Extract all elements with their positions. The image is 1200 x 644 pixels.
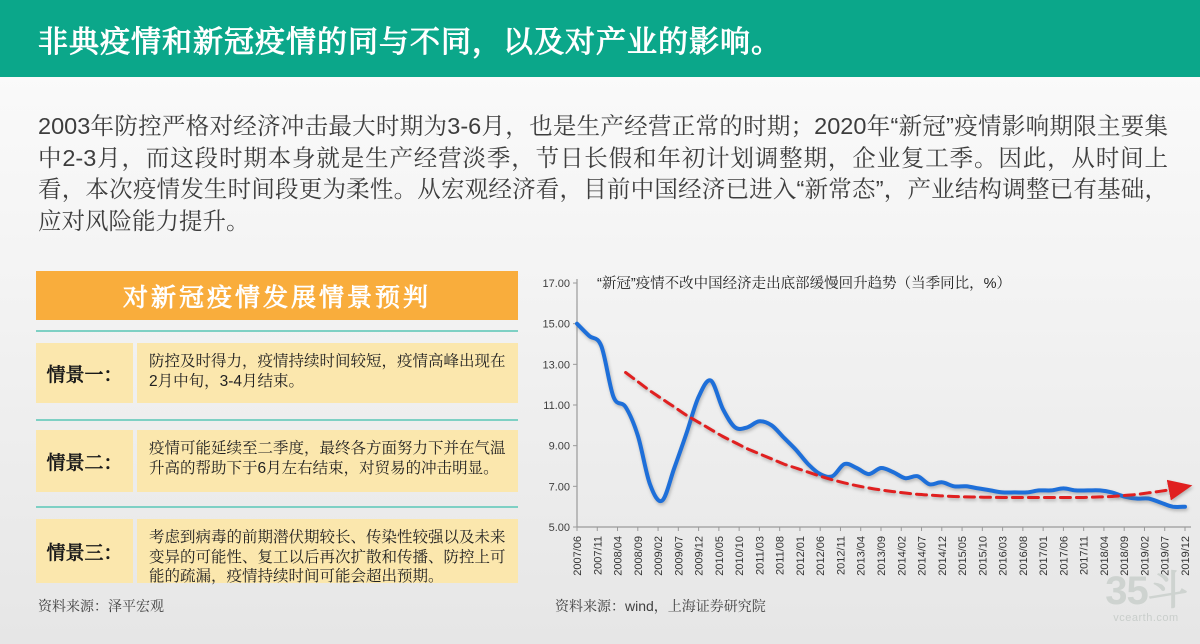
chart-canvas bbox=[540, 268, 1200, 600]
x-tick-label: 2019/07 bbox=[1159, 536, 1172, 576]
x-tick-label: 2018/09 bbox=[1119, 536, 1132, 576]
x-tick-label: 2012/01 bbox=[794, 536, 807, 576]
x-tick-label: 2016/03 bbox=[997, 536, 1010, 576]
x-tick-label: 2019/12 bbox=[1180, 536, 1192, 576]
scenario-3-text: 考虑到病毒的前期潜伏期较长、传染性较强以及未来变异的可能性、复工以后再次扩散和传播、防控上可能的疏漏，疫情持续时间可能会超出预期。 bbox=[137, 519, 518, 583]
gdp-line-chart bbox=[540, 268, 1200, 600]
watermark-domain: vcearth.com bbox=[1113, 612, 1179, 624]
x-tick-label: 2017/01 bbox=[1038, 536, 1051, 576]
panel-source-note: 资料来源：泽平宏观 bbox=[38, 598, 164, 614]
divider-line bbox=[36, 330, 518, 332]
chart-source-note: 资料来源：wind，上海证券研究院 bbox=[555, 598, 766, 614]
x-tick-label: 2010/05 bbox=[713, 536, 726, 576]
x-tick-label: 2014/12 bbox=[936, 536, 949, 576]
x-tick-label: 2008/09 bbox=[632, 536, 645, 576]
watermark-logo: 35斗 bbox=[1105, 569, 1187, 613]
slide-header-bar bbox=[0, 0, 1200, 77]
y-tick-label: 13.00 bbox=[542, 359, 570, 372]
x-tick-label: 2009/07 bbox=[673, 536, 686, 576]
x-tick-label: 2019/02 bbox=[1139, 536, 1152, 576]
scenario-2-text: 疫情可能延续至二季度，最终各方面努力下并在气温升高的帮助下于6月左右结束，对贸易的冲击明显。 bbox=[137, 430, 518, 492]
x-tick-label: 2015/05 bbox=[957, 536, 970, 576]
x-tick-label: 2009/12 bbox=[693, 536, 706, 576]
x-tick-label: 2007/11 bbox=[592, 536, 605, 575]
y-tick-label: 15.00 bbox=[542, 318, 570, 331]
x-tick-label: 2013/04 bbox=[855, 536, 868, 576]
scenario-3-label: 情景三： bbox=[36, 519, 133, 583]
y-tick-label: 7.00 bbox=[548, 481, 570, 494]
scenario-1-label: 情景一： bbox=[36, 343, 133, 403]
x-tick-label: 2007/06 bbox=[572, 536, 584, 576]
watermark bbox=[1100, 570, 1192, 624]
y-tick-label: 5.00 bbox=[548, 522, 570, 534]
divider-line bbox=[36, 506, 518, 508]
y-tick-label: 11.00 bbox=[543, 400, 570, 412]
x-tick-label: 2017/06 bbox=[1058, 536, 1071, 576]
chart-title: “新冠”疫情不改中国经济走出底部缓慢回升趋势（当季同比，%） bbox=[597, 276, 1012, 292]
x-tick-label: 2017/11 bbox=[1078, 536, 1091, 575]
scenario-panel-title: 对新冠疫情发展情景预判 bbox=[36, 271, 518, 320]
scenario-1-text: 防控及时得力，疫情持续时间较短，疫情高峰出现在2月中旬，3-4月结束。 bbox=[137, 343, 518, 403]
slide-title: 非典疫情和新冠疫情的同与不同，以及对产业的影响。 bbox=[38, 25, 782, 59]
blue-solid-gdp-yoy bbox=[577, 324, 1185, 507]
x-tick-label: 2008/04 bbox=[612, 536, 625, 576]
x-tick-label: 2011/03 bbox=[754, 536, 767, 575]
x-tick-label: 2012/06 bbox=[815, 536, 828, 576]
scenario-2-label: 情景二： bbox=[36, 430, 133, 492]
x-tick-label: 2016/08 bbox=[1017, 536, 1030, 576]
x-tick-label: 2011/08 bbox=[774, 536, 787, 575]
y-tick-label: 9.00 bbox=[548, 440, 570, 453]
x-tick-label: 2009/02 bbox=[653, 536, 666, 576]
divider-line bbox=[36, 419, 518, 421]
x-tick-label: 2015/10 bbox=[977, 536, 990, 576]
x-tick-label: 2014/02 bbox=[896, 536, 909, 576]
x-tick-label: 2018/04 bbox=[1098, 536, 1111, 576]
x-tick-label: 2013/09 bbox=[876, 536, 888, 576]
x-tick-label: 2012/11 bbox=[835, 536, 848, 575]
x-tick-label: 2010/10 bbox=[734, 536, 747, 576]
intro-paragraph: 2003年防控严格对经济冲击最大时期为3-6月，也是生产经营正常的时期；2020年“新冠”疫情影响期限主要集中2-3月，而这段时期本身就是生产经营淡季，节日长假和年初计划调整期，企业复工季。因此，从时间上看，本次疫情发生时间段更为柔性。从宏观经济看，目前中国经济已进入“新常态”，产业结构调整已有基础，应对风险能力提升。 bbox=[38, 113, 1168, 235]
x-tick-label: 2014/07 bbox=[916, 536, 929, 576]
y-tick-label: 17.00 bbox=[542, 278, 570, 290]
